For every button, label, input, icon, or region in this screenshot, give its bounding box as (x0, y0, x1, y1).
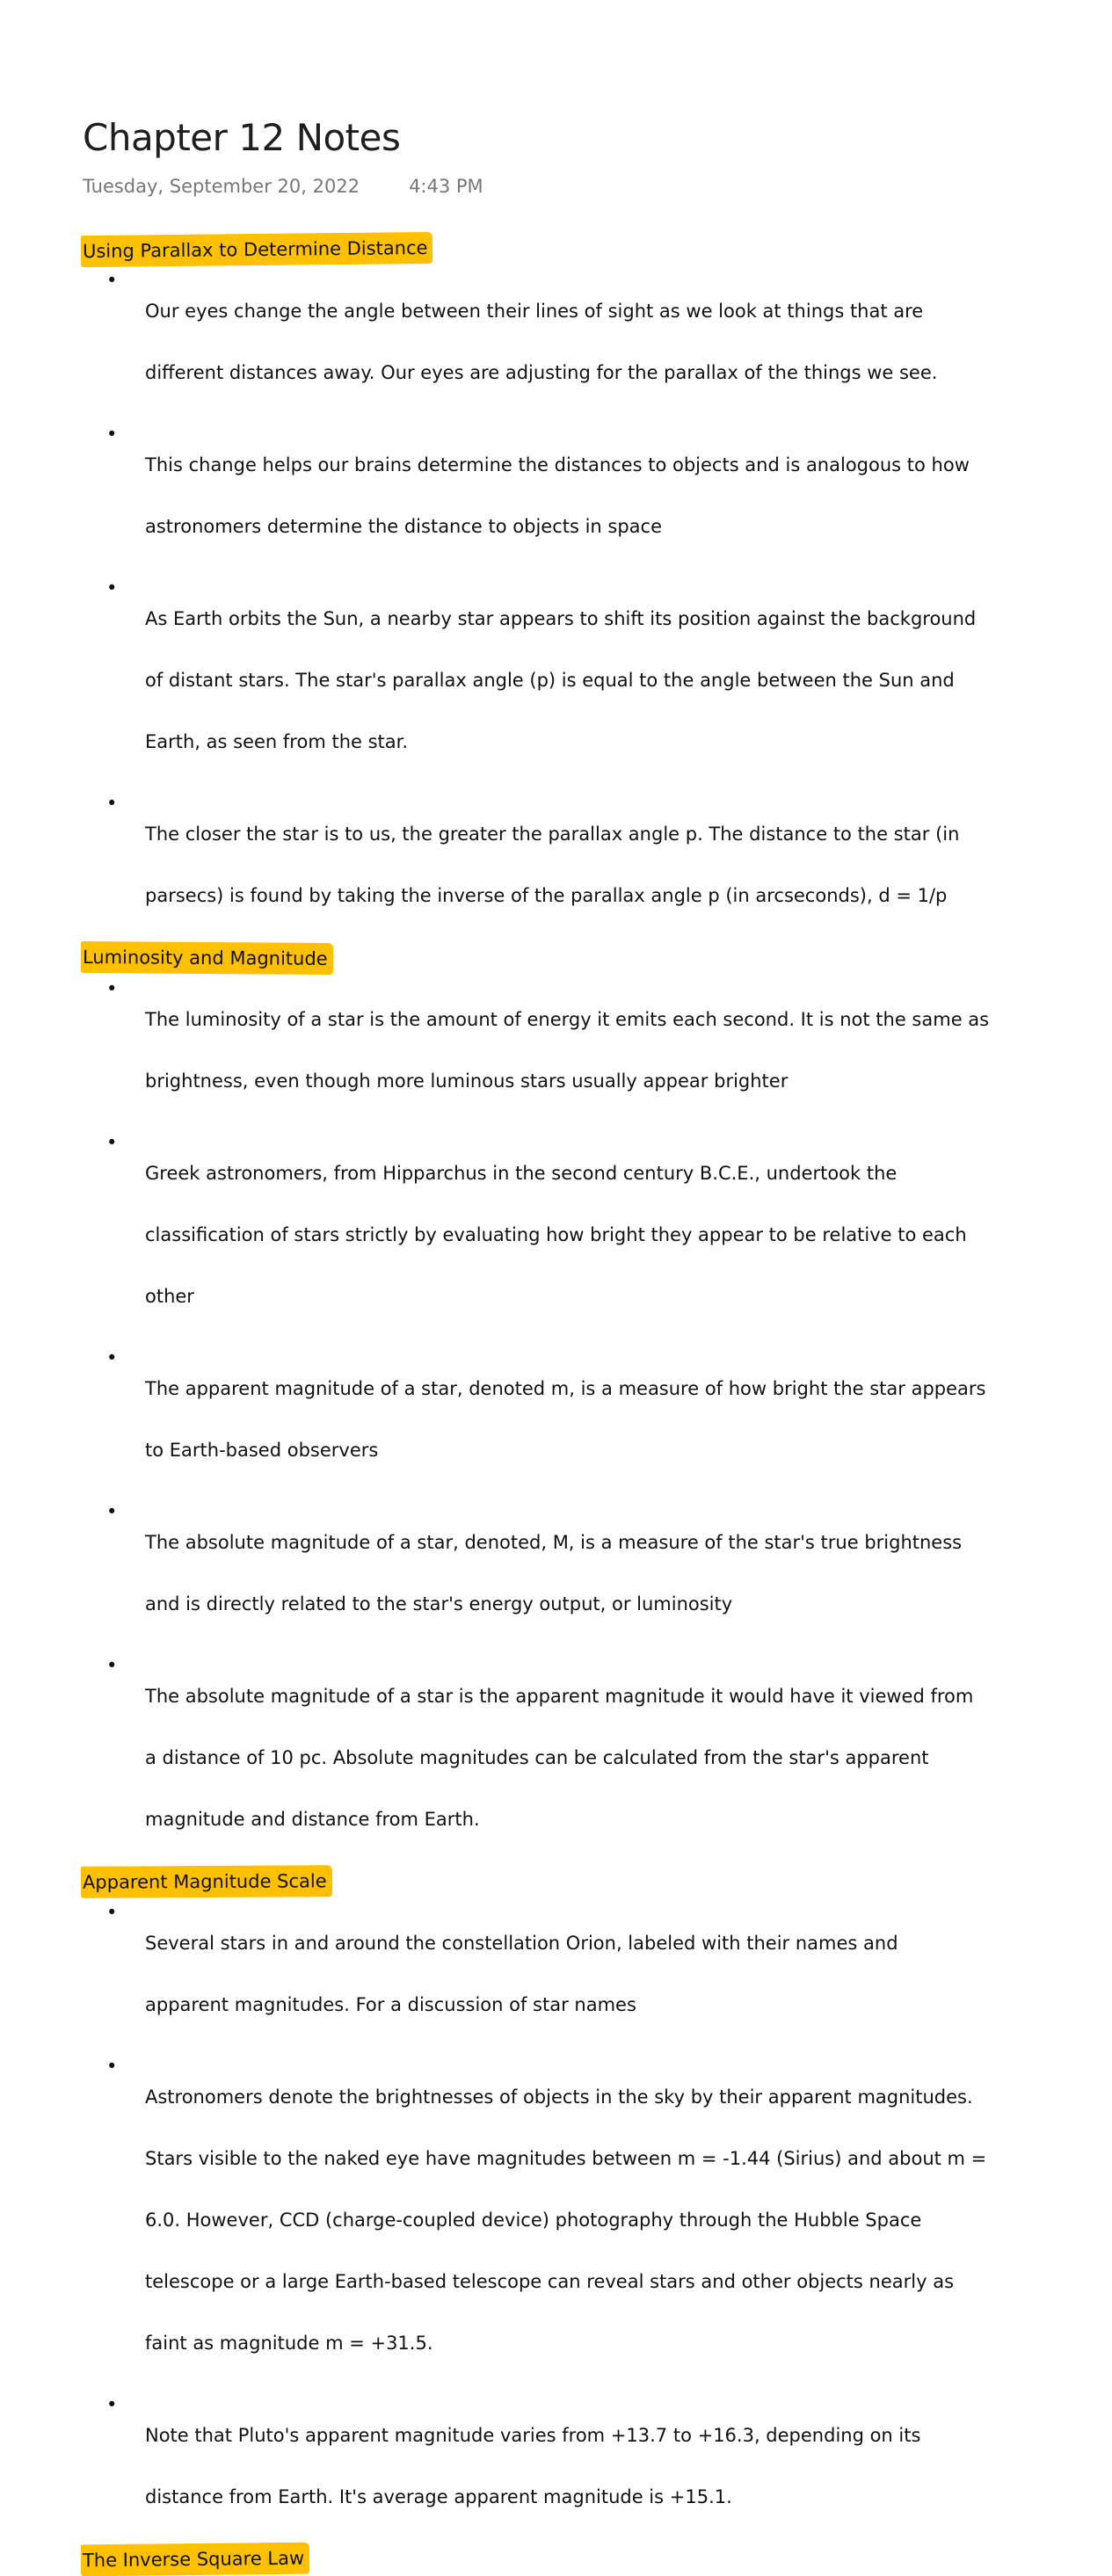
list-item-line: and is directly related to the star's energy output, or luminosity (145, 1593, 733, 1615)
list-item (0, 2051, 1112, 2390)
list-item-line: • Greek astronomers, from Hipparchus in the second century B.C.E., undertook the (145, 1163, 898, 1184)
list-item-line: 6.0. However, CCD (charge-coupled device) photography through the Hubble Space (145, 2210, 922, 2231)
bullet-list (0, 974, 1055, 1866)
list-item-line: a distance of 10 pc. Absolute magnitudes can be calculated from the star's apparent (145, 1747, 929, 1768)
list-item (0, 573, 1112, 788)
list-item-line: parsecs) is found by taking the inverse of the parallax angle p (in arcseconds), d = 1/p (145, 885, 948, 906)
page-title: Chapter 12 Notes (83, 116, 401, 159)
page-time: 4:43 PM (409, 176, 483, 197)
list-item-line: • The absolute magnitude of a star is the apparent magnitude it would have it viewed from (145, 1686, 974, 1707)
list-item-line: apparent magnitudes. For a discussion of star names (145, 1994, 636, 2015)
list-item-line: astronomers determine the distance to objects in space (145, 516, 663, 537)
list-item-line: • Several stars in and around the constellation Orion, labeled with their names and (145, 1933, 898, 1954)
list-item-line: of distant stars. The star's parallax angle (p) is equal to the angle between the Sun and (145, 670, 955, 691)
list-item-line: • The luminosity of a star is the amount of energy it emits each second. It is not the same as (145, 1009, 990, 1030)
list-item-line: Stars visible to the naked eye have magnitudes between m = -1.44 (Sirius) and about m = (145, 2148, 987, 2169)
list-item-line: • The absolute magnitude of a star, denoted, M, is a measure of the star's true brightness (145, 1532, 963, 1553)
list-item-line: different distances away. Our eyes are adjusting for the parallax of the things we see. (145, 362, 938, 383)
list-item (0, 419, 1112, 573)
list-item-line: faint as magnitude m = +31.5. (145, 2333, 433, 2354)
list-item (0, 265, 1112, 419)
list-item-line: • Our eyes change the angle between their lines of sight as we look at things that are (145, 301, 924, 322)
list-item-line: • As Earth orbits the Sun, a nearby star appears to shift its position against the background (145, 608, 977, 629)
section-parallax (0, 234, 1055, 942)
section-heading: The Inverse Square Law (81, 2543, 309, 2576)
list-item (0, 2390, 1112, 2543)
section-apparent-magnitude (0, 1866, 1055, 2543)
list-item (0, 1343, 1112, 1497)
section-heading: Using Parallax to Determine Distance (81, 232, 433, 267)
list-item-line: • Note that Pluto's apparent magnitude varies from +13.7 to +16.3, depending on its (145, 2425, 921, 2446)
list-item-line: brightness, even though more luminous stars usually appear brighter (145, 1070, 789, 1092)
list-item-line: Earth, as seen from the star. (145, 731, 409, 752)
section-heading: Luminosity and Magnitude (81, 941, 333, 975)
list-item-line: • The apparent magnitude of a star, denoted m, is a measure of how bright the star appears (145, 1378, 986, 1399)
list-item-line: magnitude and distance from Earth. (145, 1809, 480, 1830)
list-item (0, 974, 1112, 1128)
list-item (0, 1898, 1112, 2051)
page-date: Tuesday, September 20, 2022 (83, 176, 360, 197)
notes-body (0, 234, 1055, 2572)
list-item (0, 1128, 1112, 1343)
section-luminosity (0, 942, 1055, 1866)
page-meta (83, 176, 483, 197)
list-item-line: telescope or a large Earth-based telescope can reveal stars and other objects nearly as (145, 2271, 955, 2292)
list-item (0, 1497, 1112, 1651)
list-item-line: distance from Earth. It's average apparent magnitude is +15.1. (145, 2486, 732, 2507)
bullet-list (0, 265, 1055, 942)
list-item-line: • This change helps our brains determine the distances to objects and is analogous to how (145, 454, 970, 475)
list-item-line: classification of stars strictly by evaluating how bright they appear to be relative to each (145, 1224, 967, 1245)
list-item-line: to Earth-based observers (145, 1440, 379, 1461)
list-item-line: • The closer the star is to us, the greater the parallax angle p. The distance to the star (in (145, 824, 960, 845)
list-item (0, 1651, 1112, 1866)
list-item-line: • Astronomers denote the brightnesses of objects in the sky by their apparent magnitudes. (145, 2086, 973, 2108)
section-heading: Apparent Magnitude Scale (81, 1865, 332, 1898)
section-inverse-square (0, 2543, 1055, 2575)
bullet-list (0, 1898, 1055, 2543)
list-item (0, 788, 1112, 942)
list-item-line: other (145, 1286, 194, 1307)
